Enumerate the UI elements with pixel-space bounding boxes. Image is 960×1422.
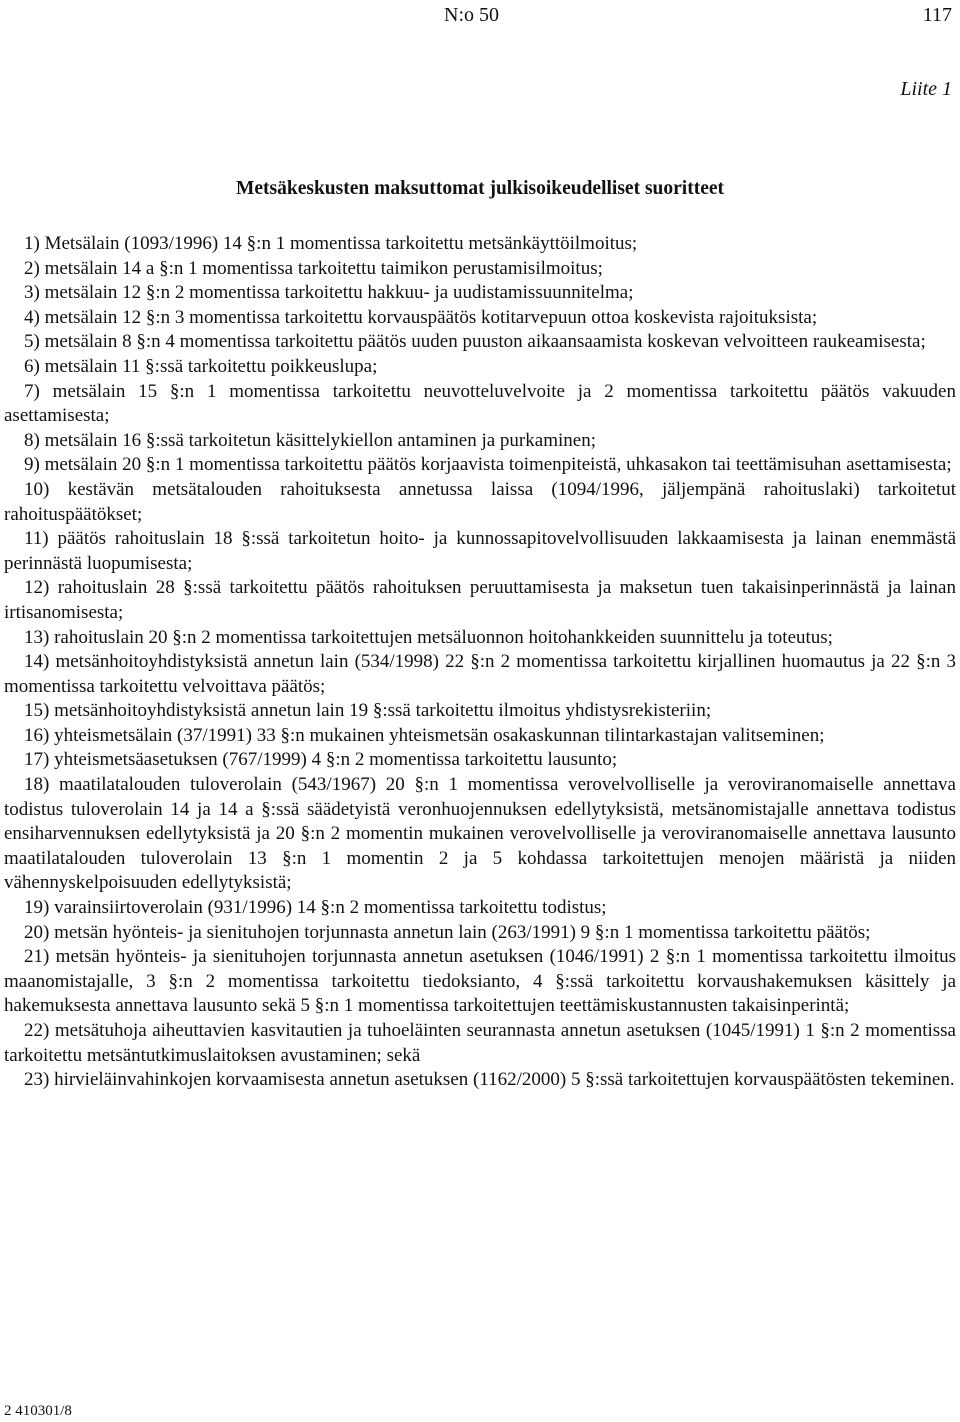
list-item: 7) metsälain 15 §:n 1 momentissa tarkoitettu neuvotteluvelvoite ja 2 momentissa tarkoitettu päätös vakuuden asettamisesta; bbox=[4, 380, 956, 427]
list-item: 23) hirvieläinvahinkojen korvaamisesta annetun asetuksen (1162/2000) 5 §:ssä tarkoitettujen korvauspäätösten tekeminen. bbox=[24, 1069, 955, 1091]
list-item: 11) päätös rahoituslain 18 §:ssä tarkoitetun hoito- ja kunnossapitovelvollisuuden lakkaamisesta ja lainan enemmästä perinnästä luopumisesta; bbox=[4, 528, 956, 574]
list-item: 6) metsälain 11 §:ssä tarkoitettu poikkeuslupa; bbox=[24, 355, 378, 377]
list-item: 22) metsätuhoja aiheuttavien kasvitautien ja tuhoeläinten seurannasta annetun asetuksen (1045/1991) 1 §:n 2 momentissa tarkoitettu metsäntutkimuslaitoksen avustaminen; sekä bbox=[4, 1020, 956, 1066]
issue-number: N:o 50 bbox=[444, 4, 499, 26]
list-item: 5) metsälain 8 §:n 4 momentissa tarkoitettu päätös uuden puuston aikaansaamista koskevan velvoitteen raukeamisesta; bbox=[24, 331, 926, 353]
list-item: 14) metsänhoitoyhdistyksistä annetun lain (534/1998) 22 §:n 2 momentissa tarkoitettu kirjallinen huomautus ja 22 §:n 3 momentissa tarkoitettu velvoittava päätös; bbox=[4, 651, 956, 697]
footer-code: 2 410301/8 bbox=[4, 1403, 72, 1419]
list-item: 1) Metsälain (1093/1996) 14 §:n 1 momentissa tarkoitettu metsänkäyttöilmoitus; bbox=[24, 233, 638, 254]
list-item: 12) rahoituslain 28 §:ssä tarkoitettu päätös rahoituksen peruuttamisesta ja maksetun tuen takaisinperinnästä ja lainan irtisanomisesta; bbox=[4, 577, 956, 623]
page-number: 117 bbox=[922, 4, 952, 26]
items-list bbox=[4, 232, 956, 1093]
list-item: 17) yhteismetsäasetuksen (767/1999) 4 §:n 2 momentissa tarkoitettu lausunto; bbox=[24, 749, 618, 771]
list-item: 10) kestävän metsätalouden rahoituksesta annetussa laissa (1094/1996, jäljempänä rahoituslaki) tarkoitetut rahoituspäätökset; bbox=[4, 478, 956, 525]
list-item: 2) metsälain 14 a §:n 1 momentissa tarkoitettu taimikon perustamisilmoitus; bbox=[24, 257, 603, 279]
list-item: 19) varainsiirtoverolain (931/1996) 14 §:n 2 momentissa tarkoitettu todistus; bbox=[24, 897, 607, 919]
list-item: 21) metsän hyönteis- ja sienituhojen torjunnasta annetun asetuksen (1046/1991) 2 §:n 1 momentissa tarkoitettu ilmoitus maanomistajalle, 3 §:n 2 momentissa tarkoitettu tiedoksianto, 4 §:ssä tarkoitettu korvaushakemuksen käsittely ja hakemuksesta annettava lausunto sekä 5 §:n 1 momentissa tarkoitettujen teettämiskustannusten takaisinperintä; bbox=[4, 946, 956, 1017]
list-item: 15) metsänhoitoyhdistyksistä annetun lain 19 §:ssä tarkoitettu ilmoitus yhdistysrekisteriin; bbox=[24, 700, 712, 722]
list-item: 20) metsän hyönteis- ja sienituhojen torjunnasta annetun lain (263/1991) 9 §:n 1 momentissa tarkoitettu päätös; bbox=[24, 921, 871, 943]
list-item: 3) metsälain 12 §:n 2 momentissa tarkoitettu hakkuu- ja uudistamissuunnitelma; bbox=[24, 282, 634, 304]
list-item: 13) rahoituslain 20 §:n 2 momentissa tarkoitettujen metsäluonnon hoitohankkeiden suunnittelu ja toteutus; bbox=[24, 626, 833, 648]
list-item: 8) metsälain 16 §:ssä tarkoitetun käsittelykiellon antaminen ja purkaminen; bbox=[24, 429, 596, 451]
list-item: 16) yhteismetsälain (37/1991) 33 §:n mukainen yhteismetsän osakaskunnan tilintarkastajan valitseminen; bbox=[24, 724, 825, 746]
appendix-label: Liite 1 bbox=[900, 78, 952, 100]
list-item: 4) metsälain 12 §:n 3 momentissa tarkoitettu korvauspäätös kotitarvepuun ottoa koskevista rajoituksista; bbox=[24, 306, 818, 328]
list-item: 9) metsälain 20 §:n 1 momentissa tarkoitettu päätös korjaavista toimenpiteistä, uhkasakon tai teettämisuhan asettamisesta; bbox=[24, 454, 952, 476]
list-item: 18) maatilatalouden tuloverolain (543/1967) 20 §:n 1 momentissa verovelvolliselle ja veroviranomaiselle annettava todistus tuloverolain 14 ja 14 a §:ssä säädetyistä veronhuojennuksen edellytyksistä, metsänomistajalle annettava todistus ensiharvennuksen edellytyksistä ja 20 §:n 2 momentin mukainen verovelvolliselle ja veroviranomaiselle annettava lausunto maatilatalouden tuloverolain 13 §:n 1 momentin 2 ja 5 kohdassa tarkoitettujen menojen määristä ja niiden vähennyskelpoisuuden edellytyksistä; bbox=[4, 774, 956, 894]
document-title: Metsäkeskusten maksuttomat julkisoikeudelliset suoritteet bbox=[235, 178, 725, 199]
